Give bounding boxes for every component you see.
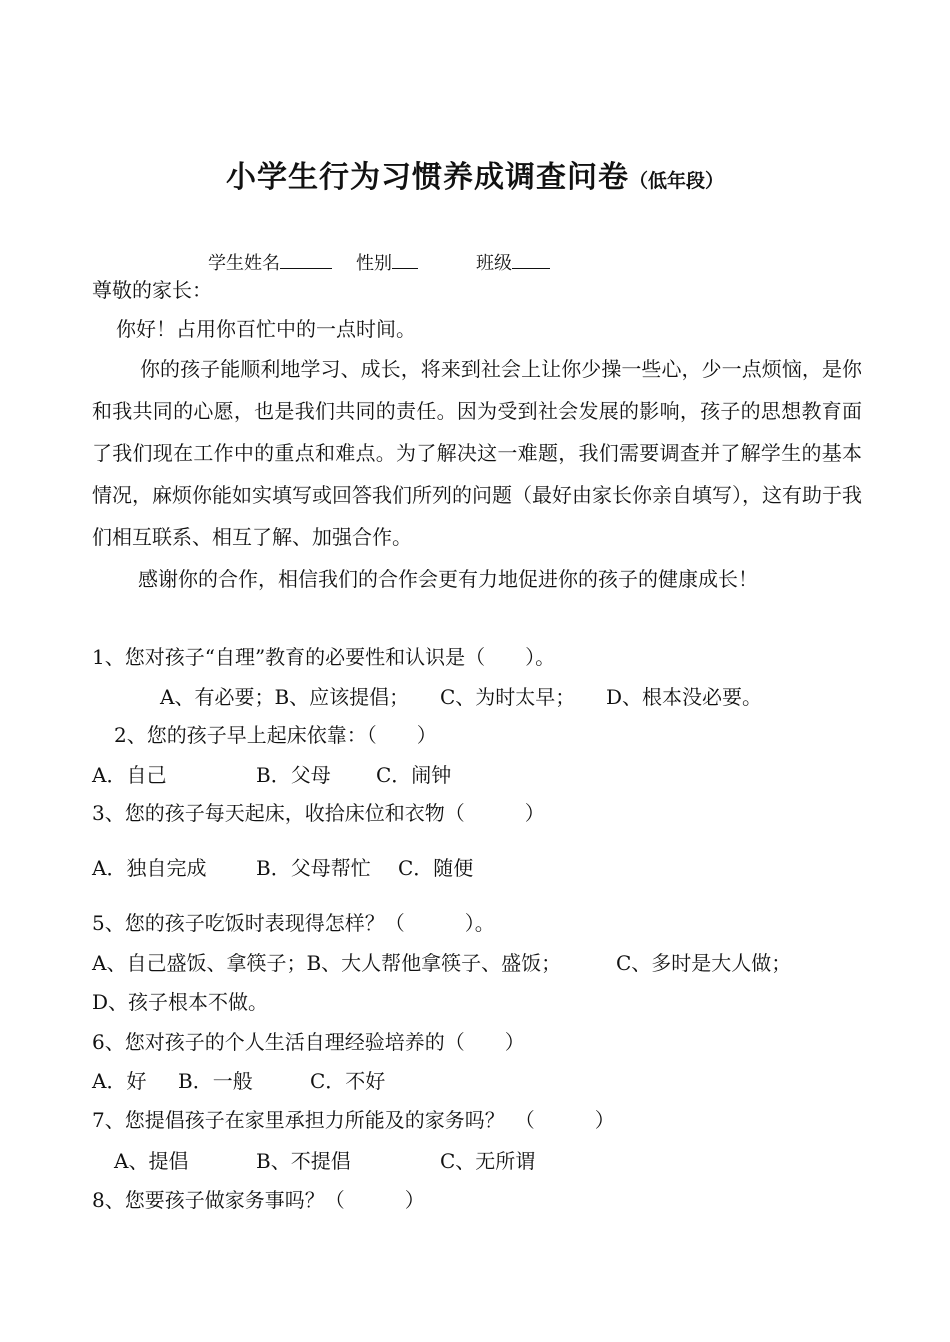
question-7: 7、您提倡孩子在家里承担力所能及的家务吗？ （ ）: [92, 1108, 615, 1132]
intro-paragraph: 你的孩子能顺利地学习、成长，将来到社会上让你少操一些心，少一点烦恼，是你和我共同的心愿，也是我们共同的责任。因为受到社会发展的影响，孩子的思想教育面了我们现在工作中的重点和难点。为了解决这一难题，我们需要调查并了解学生的基本情况，麻烦你能如实填写或回答我们所列的问题（最好由家长你亲自填写），这有助于我们相互联系、相互了解、加强合作。: [92, 357, 862, 549]
question-5: 5、您的孩子吃饭时表现得怎样？（ ）。: [92, 911, 495, 935]
q3-option-a[interactable]: A．独自完成: [92, 856, 207, 880]
q7-option-c[interactable]: C、无所谓: [440, 1149, 536, 1173]
q3-option-b[interactable]: B．父母帮忙: [256, 856, 371, 880]
q7-option-b[interactable]: B、不提倡: [256, 1149, 351, 1173]
q5-option-d[interactable]: D、孩子根本不做。: [92, 990, 269, 1014]
q3-option-c[interactable]: C．随便: [398, 856, 474, 880]
q5-option-c[interactable]: C、多时是大人做；: [616, 951, 792, 975]
q6-option-b[interactable]: B．一般: [178, 1069, 253, 1093]
question-2: 2、您的孩子早上起床依靠：（ ）: [114, 723, 437, 747]
q1-option-ab[interactable]: A、有必要；B、应该提倡；: [160, 685, 410, 709]
question-1: 1、您对孩子“自理”教育的必要性和认识是（ ）。: [92, 645, 556, 669]
q6-option-c[interactable]: C．不好: [310, 1069, 386, 1093]
q1-option-c[interactable]: C、为时太早；: [440, 685, 576, 709]
student-name-blank[interactable]: [280, 250, 332, 269]
gender-field[interactable]: [356, 249, 418, 275]
q6-option-a[interactable]: A．好: [92, 1069, 147, 1093]
thanks-line: 感谢你的合作，相信我们的合作会更有力地促进你的孩子的健康成长！: [138, 567, 758, 591]
gender-label: 性别: [356, 253, 392, 274]
title-main: 小学生行为习惯养成调查问卷: [225, 160, 629, 195]
q7-option-a[interactable]: A、提倡: [114, 1149, 189, 1173]
hello-line: 你好！占用你百忙中的一点时间。: [116, 317, 416, 341]
question-8: 8、您要孩子做家务事吗？（ ）: [92, 1188, 425, 1212]
class-field[interactable]: [476, 249, 550, 275]
page-title: [0, 152, 950, 196]
q2-option-c[interactable]: C．闹钟: [376, 763, 452, 787]
student-name-label: 学生姓名: [208, 253, 280, 274]
greeting: 尊敬的家长：: [92, 278, 212, 302]
question-6: 6、您对孩子的个人生活自理经验培养的（ ）: [92, 1030, 525, 1054]
gender-blank[interactable]: [392, 250, 418, 269]
title-sub: （低年段）: [628, 170, 724, 192]
student-name-field[interactable]: [208, 249, 332, 275]
question-3: 3、您的孩子每天起床，收拾床位和衣物（ ）: [92, 801, 545, 825]
q2-option-a[interactable]: A．自己: [92, 763, 167, 787]
class-blank[interactable]: [512, 250, 550, 269]
q2-option-b[interactable]: B．父母: [256, 763, 331, 787]
class-label: 班级: [476, 253, 512, 274]
q1-option-d[interactable]: D、根本没必要。: [606, 685, 763, 709]
q5-option-ab[interactable]: A、自己盛饭、拿筷子；B、大人帮他拿筷子、盛饭；: [92, 951, 562, 975]
